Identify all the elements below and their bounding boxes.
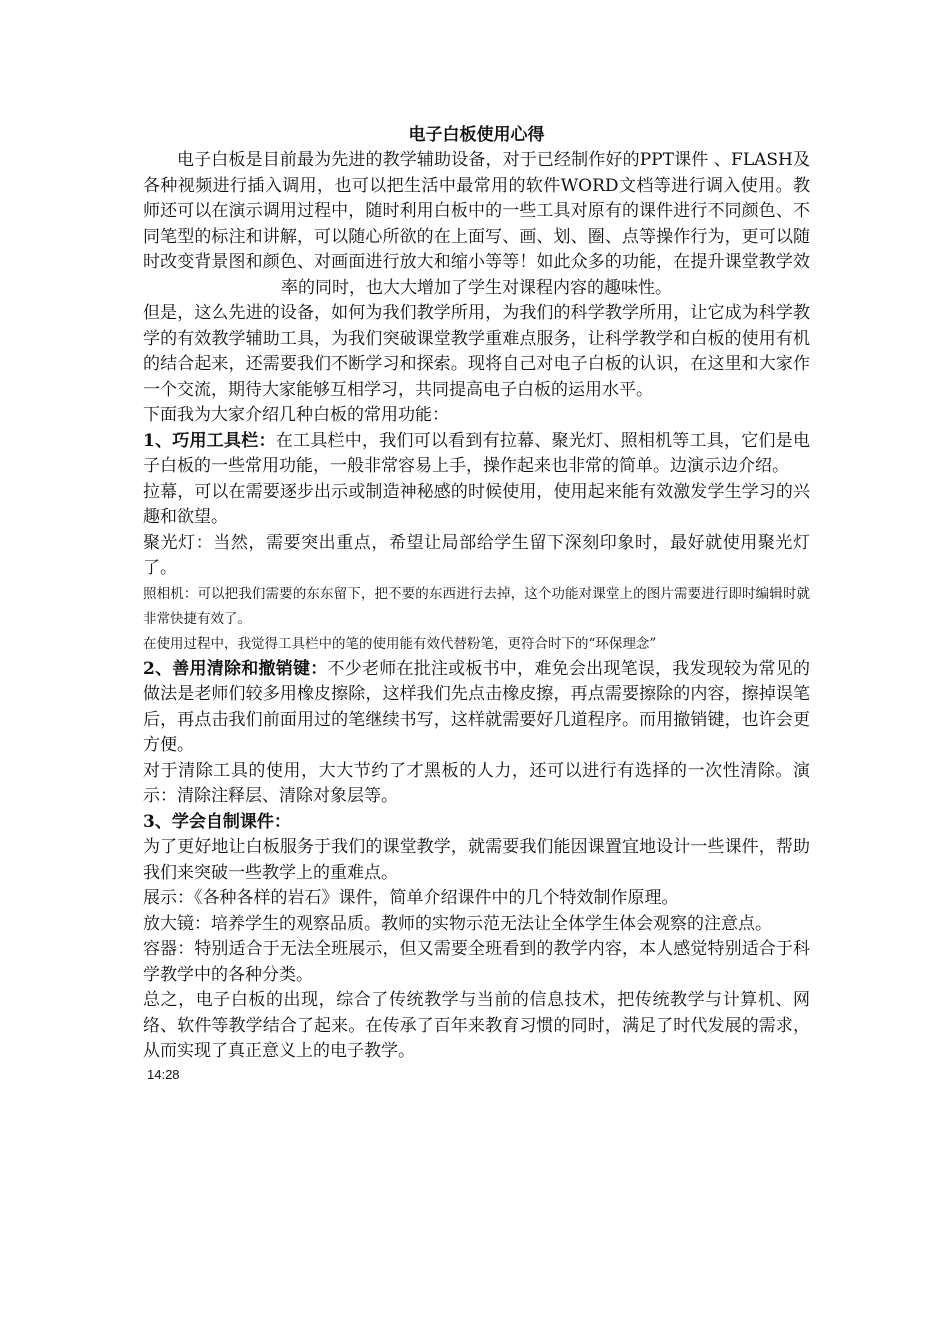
section-2-paragraph (143, 657, 810, 759)
section-2-text: 不少老师在批注或板书中，难免会出现笔误，我发现较为常见的做法是老师们较多用橡皮擦除，这样我们先点击橡皮擦，再点需要擦除的内容，擦掉误笔后，再点击我们前面用过的笔继续书写，这样就需要好几道程序。而用撤销键，也许会更方便。 (143, 658, 810, 755)
document-page (143, 122, 810, 1085)
however-paragraph: 但是，这么先进的设备，如何为我们教学所用，为我们的科学教学所用，让它成为科学教学的有效教学辅助工具，为我们突破课堂教学重难点服务，让科学教学和白板的使用有机的结合起来，还需要我们不断学习和探索。现将自己对电子白板的认识，在这里和大家作一个交流，期待大家能够互相学习，共同提高电子白板的运用水平。 (143, 303, 810, 400)
intro-paragraph: 电子白板是目前最为先进的教学辅助设备，对于已经制作好的PPT课件 、FLASH及各种视频进行插入调用，也可以把生活中最常用的软件WORD文档等进行调入使用。教师还可以在演示调用过程中，随时利用白板中的一些工具对原有的课件进行不同颜色、不同笔型的标注和讲解，可以随心所欲的在上面写、画、划、圈、点等操作行为，更可以随时改变背景图和颜色、对画面进行放大和缩小等等！如此众多的功能，在提升课堂教学效率的同时，也大大增加了学生对课程内容的趣味性。 (143, 150, 810, 298)
section-1-text: 在工具栏中，我们可以看到有拉幕、聚光灯、照相机等工具，它们是电子白板的一些常用功能，一般非常容易上手，操作起来也非常的简单。边演示边介绍。 (143, 430, 810, 476)
section-2-heading: 2、善用清除和撤销键： (143, 658, 328, 679)
clear-tool-paragraph: 对于清除工具的使用，大大节约了才黑板的人力，还可以进行有选择的一次性清除。演示：清除注释层、清除对象层等。 (143, 760, 810, 806)
document-title: 电子白板使用心得 (408, 125, 545, 145)
conclusion-paragraph: 总之，电子白板的出现，综合了传统教学与当前的信息技术，把传统教学与计算机、网络、软件等教学结合了起来。在传承了百年来教育习惯的同时，满足了时代发展的需求，从而实现了真正意义上的电子教学。 (143, 990, 810, 1061)
timestamp: 14:28 (147, 1066, 180, 1082)
container-paragraph: 容器：特别适合于无法全班展示，但又需要全班看到的教学内容，本人感觉特别适合于科学教学中的各种分类。 (143, 939, 810, 985)
magnifier-paragraph: 放大镜：培养学生的观察品质。教师的实物示范无法让全体学生体会观察的注意点。 (143, 913, 772, 934)
curtain-paragraph: 拉幕，可以在需要逐步出示或制造神秘感的时候使用，使用起来能有效激发学生学习的兴趣和欲望。 (143, 481, 810, 527)
section-1-paragraph (143, 429, 810, 480)
show-paragraph: 展示：《各种各样的岩石》课件，简单介绍课件中的几个特效制作原理。 (143, 888, 679, 908)
spotlight-paragraph: 聚光灯：当然，需要突出重点，希望让局部给学生留下深刻印象时，最好就使用聚光灯了。 (143, 532, 810, 578)
section-3-heading: 3、学会自制课件： (143, 811, 291, 832)
section-1-heading: 1、巧用工具栏： (143, 430, 276, 451)
pen-paragraph: 在使用过程中，我觉得工具栏中的笔的使用能有效代替粉笔，更符合时下的“环保理念” (143, 635, 657, 652)
functions-intro-paragraph: 下面我为大家介绍几种白板的常用功能： (143, 405, 449, 425)
courseware-paragraph: 为了更好地让白板服务于我们的课堂教学，就需要我们能因课置宜地设计一些课件，帮助我们来突破一些教学上的重难点。 (143, 837, 810, 883)
camera-paragraph: 照相机：可以把我们需要的东东留下，把不要的东西进行去掉，这个功能对课堂上的图片需要进行即时编辑时就非常快捷有效了。 (143, 585, 810, 627)
